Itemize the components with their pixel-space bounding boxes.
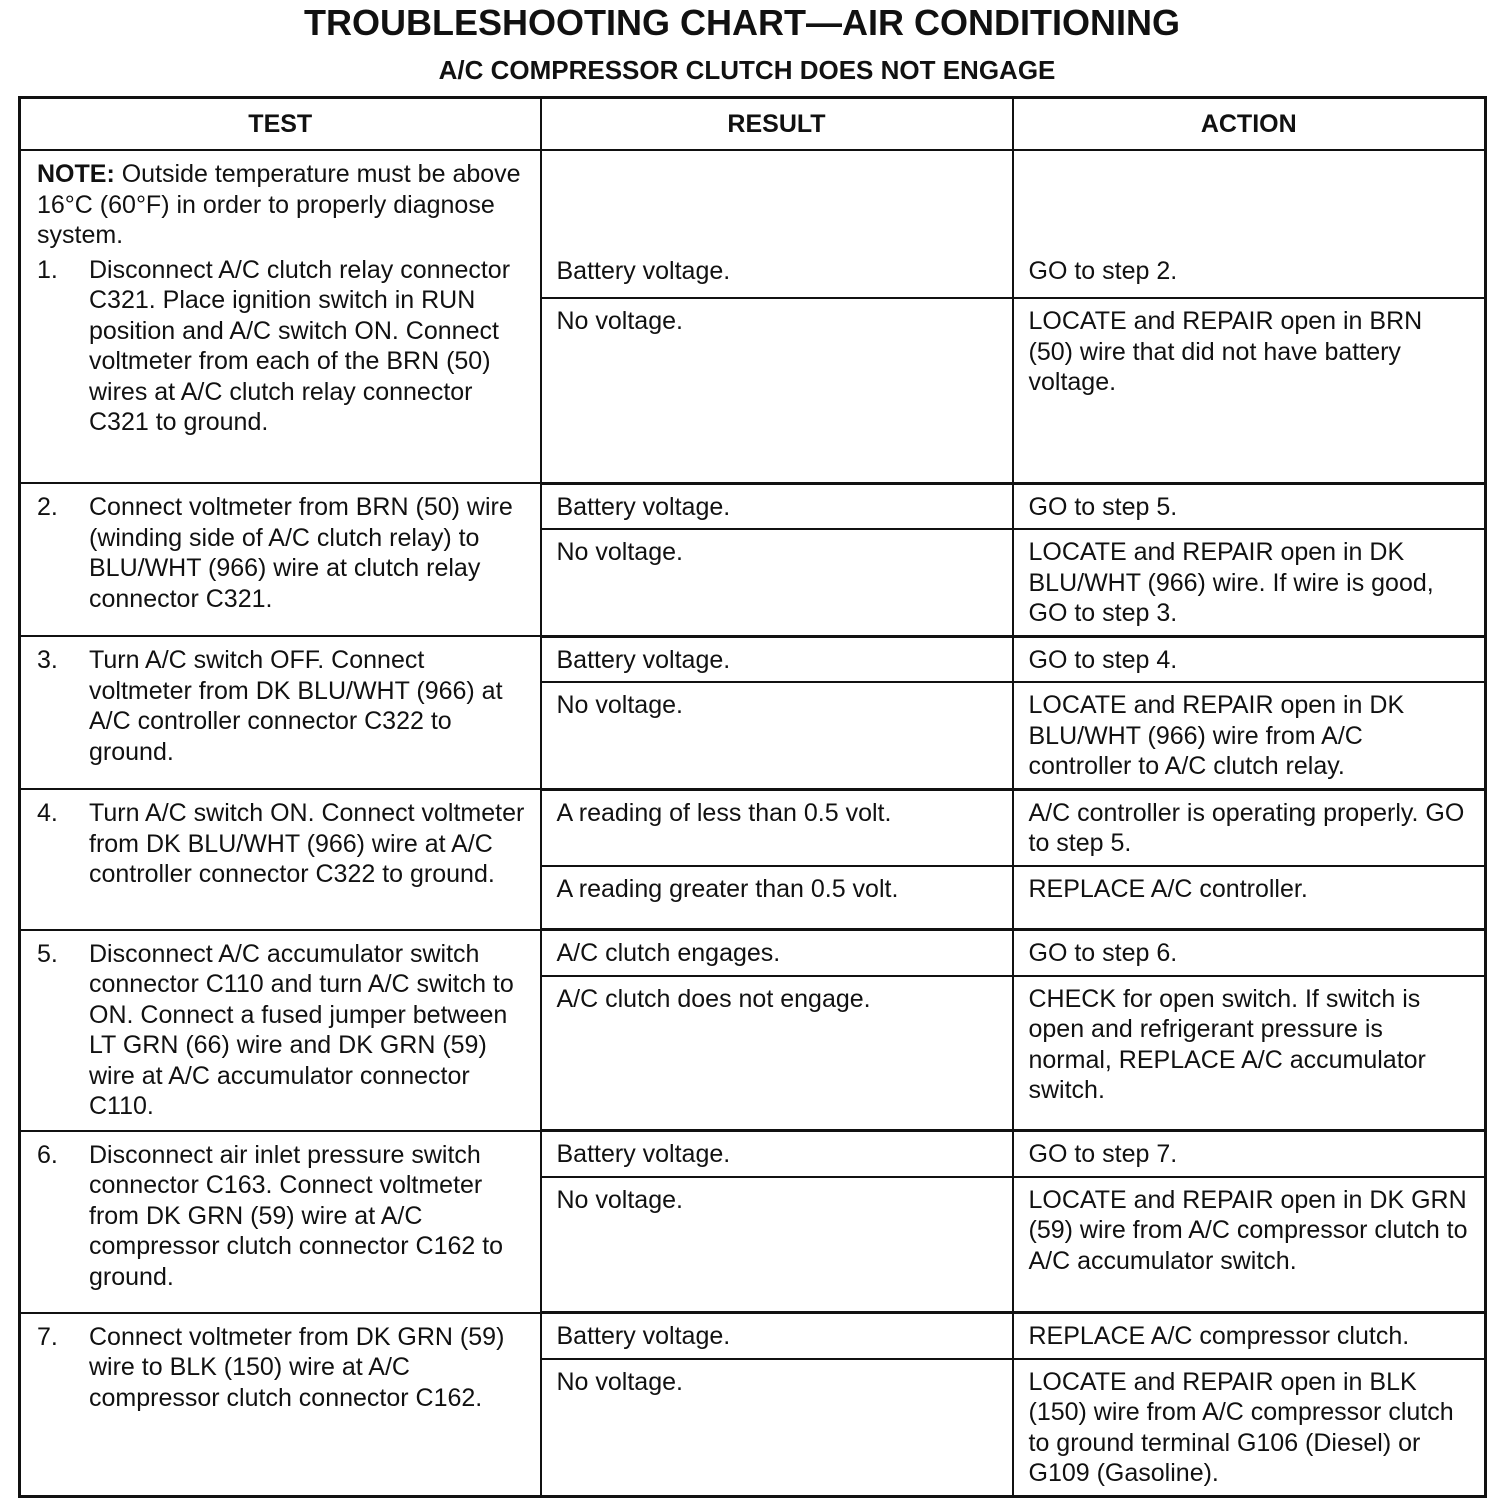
note-text: Outside temperature must be above 16°C (60°F) in order to properly diagnose system. xyxy=(37,160,521,249)
step-6: 6. Disconnect air inlet pressure switch connector C163. Connect voltmeter from DK GRN (59) wire at A/C compressor clutch connector C162 to ground. xyxy=(37,1140,504,1291)
action-cell: LOCATE and REPAIR open in BLK (150) wire from A/C compressor clutch to ground terminal G106 (Diesel) or G109 (Gasoline). xyxy=(1013,1359,1486,1497)
result-spacer xyxy=(541,150,1013,256)
test-cell-step-2 xyxy=(20,483,541,636)
test-cell-step-6 xyxy=(20,1131,541,1313)
action-cell: REPLACE A/C compressor clutch. xyxy=(1013,1313,1486,1359)
step-number: 1. xyxy=(37,255,58,284)
step-7: 7. Connect voltmeter from DK GRN (59) wire to BLK (150) wire at A/C compressor clutch connector C162. xyxy=(37,1322,505,1412)
column-header-test: TEST xyxy=(20,98,541,151)
result-cell: Battery voltage. xyxy=(541,483,1013,529)
step-test-text: Disconnect A/C clutch relay connector C321. Place ignition switch in RUN position and A/C switch ON. Connect voltmeter from each of the BRN (50) wires at A/C clutch relay connector C321 to ground. xyxy=(89,255,511,436)
table-row xyxy=(20,1131,1486,1177)
test-cell-step-1 xyxy=(20,150,541,483)
result-cell: Battery voltage. xyxy=(541,256,1013,298)
result-cell: No voltage. xyxy=(541,1359,1013,1497)
action-spacer xyxy=(1013,150,1486,256)
step-5: 5. Disconnect A/C accumulator switch connector C110 and turn A/C switch to ON. Connect a fused jumper between LT GRN (66) wire and DK GRN (59) wire at A/C accumulator connector C110. xyxy=(37,939,514,1120)
result-cell: A reading greater than 0.5 volt. xyxy=(541,866,1013,930)
result-cell: Battery voltage. xyxy=(541,1313,1013,1359)
column-header-action: ACTION xyxy=(1013,98,1486,151)
action-cell: REPLACE A/C controller. xyxy=(1013,866,1486,930)
action-cell: CHECK for open switch. If switch is open and refrigerant pressure is normal, REPLACE A/C accumulator switch. xyxy=(1013,976,1486,1131)
result-cell: No voltage. xyxy=(541,298,1013,483)
note xyxy=(21,151,540,255)
step-2: 2. Connect voltmeter from BRN (50) wire (winding side of A/C clutch relay) to BLU/WHT (966) wire at clutch relay connector C321. xyxy=(37,493,513,613)
table-row xyxy=(20,150,1486,256)
action-cell: A/C controller is operating properly. GO to step 5. xyxy=(1013,789,1486,866)
result-cell: No voltage. xyxy=(541,682,1013,789)
troubleshooting-table xyxy=(18,96,1487,1498)
action-cell: GO to step 6. xyxy=(1013,930,1486,976)
page-subtitle: A/C COMPRESSOR CLUTCH DOES NOT ENGAGE xyxy=(438,55,1056,85)
test-cell-step-4 xyxy=(20,789,541,930)
action-cell: GO to step 5. xyxy=(1013,483,1486,529)
column-header-result: RESULT xyxy=(541,98,1013,151)
table-header-row xyxy=(20,98,1486,151)
page-title: TROUBLESHOOTING CHART—AIR CONDITIONING xyxy=(304,2,1180,43)
test-cell-step-5 xyxy=(20,930,541,1131)
step-4: 4. Turn A/C switch ON. Connect voltmeter from DK BLU/WHT (966) wire at A/C controller connector C322 to ground. xyxy=(37,799,525,888)
result-cell: No voltage. xyxy=(541,529,1013,636)
result-cell: Battery voltage. xyxy=(541,1131,1013,1177)
table-row xyxy=(20,636,1486,682)
result-cell: A reading of less than 0.5 volt. xyxy=(541,789,1013,866)
result-cell: A/C clutch engages. xyxy=(541,930,1013,976)
action-cell: LOCATE and REPAIR open in BRN (50) wire that did not have battery voltage. xyxy=(1013,298,1486,483)
table-row xyxy=(20,789,1486,866)
action-cell: LOCATE and REPAIR open in DK GRN (59) wire from A/C compressor clutch to A/C accumulator switch. xyxy=(1013,1177,1486,1313)
table-row xyxy=(20,1313,1486,1359)
action-cell: GO to step 4. xyxy=(1013,636,1486,682)
test-cell-step-7 xyxy=(20,1313,541,1497)
step-3: 3. Turn A/C switch OFF. Connect voltmeter from DK BLU/WHT (966) at A/C controller connector C322 to ground. xyxy=(37,646,503,766)
result-cell: A/C clutch does not engage. xyxy=(541,976,1013,1131)
action-cell: GO to step 7. xyxy=(1013,1131,1486,1177)
step-1 xyxy=(21,255,540,438)
result-cell: Battery voltage. xyxy=(541,636,1013,682)
test-cell-step-3 xyxy=(20,636,541,789)
action-cell: LOCATE and REPAIR open in DK BLU/WHT (966) wire. If wire is good, GO to step 3. xyxy=(1013,529,1486,636)
note-label: NOTE: xyxy=(37,160,115,188)
action-cell: GO to step 2. xyxy=(1013,256,1486,298)
action-cell: LOCATE and REPAIR open in DK BLU/WHT (966) wire from A/C controller to A/C clutch relay. xyxy=(1013,682,1486,789)
table-row xyxy=(20,483,1486,529)
table-row xyxy=(20,930,1486,976)
result-cell: No voltage. xyxy=(541,1177,1013,1313)
